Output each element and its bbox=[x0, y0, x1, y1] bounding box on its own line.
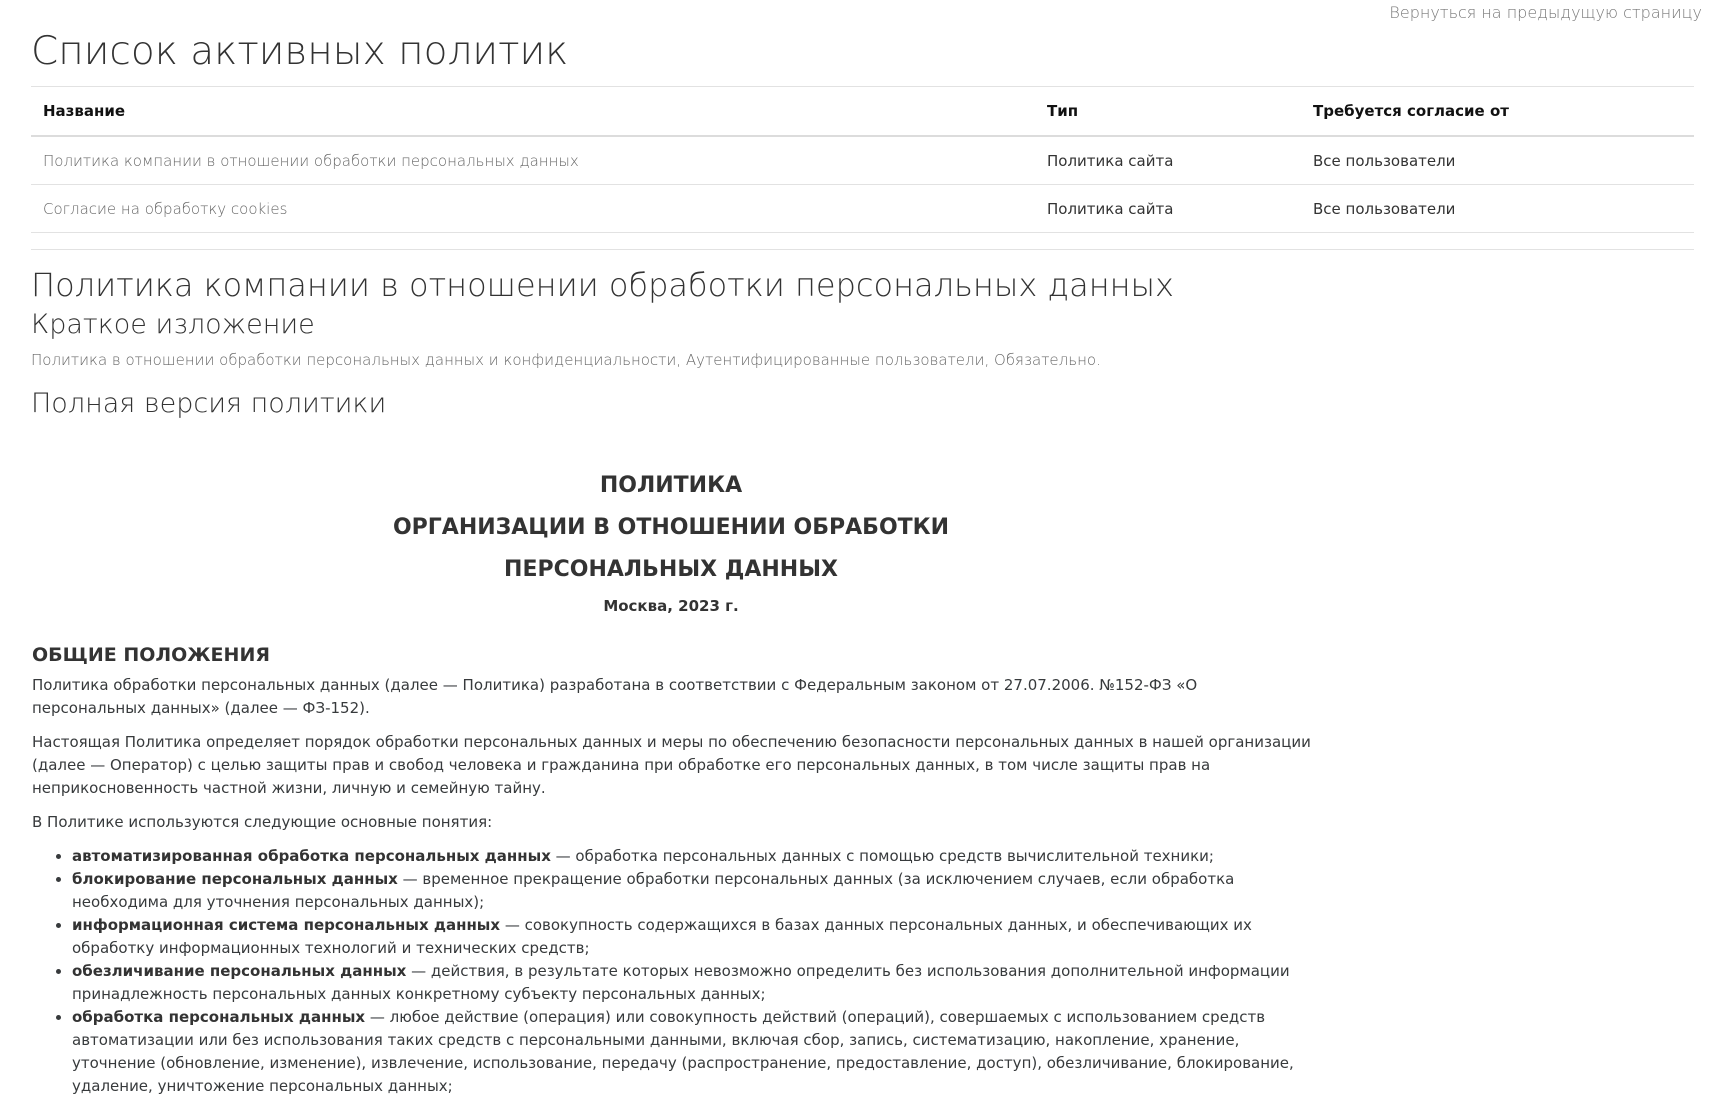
column-header-type: Тип bbox=[1035, 87, 1301, 137]
doc-heading-2: ОРГАНИЗАЦИИ В ОТНОШЕНИИ ОБРАБОТКИ bbox=[392, 515, 950, 540]
full-version-heading: Полная версия политики bbox=[31, 388, 387, 419]
terms-list bbox=[31, 845, 1311, 1098]
term: автоматизированная обработка персональных данных bbox=[72, 847, 551, 865]
policy-name-cell bbox=[31, 136, 1035, 185]
doc-paragraph: Политика обработки персональных данных (далее — Политика) разработана в соответствии с Федеральным законом от 27.07.2006. №152-ФЗ «О персональных данных» (далее — ФЗ-152). bbox=[32, 676, 1198, 717]
policy-title: Политика компании в отношении обработки персональных данных bbox=[31, 266, 1174, 304]
section-divider bbox=[31, 249, 1694, 250]
table-row bbox=[31, 185, 1694, 233]
column-header-consent: Требуется согласие от bbox=[1301, 87, 1694, 137]
policy-type-cell: Политика сайта bbox=[1035, 185, 1301, 233]
doc-paragraph: В Политике используются следующие основные понятия: bbox=[32, 813, 493, 831]
policies-list-title: Список активных политик bbox=[31, 29, 569, 74]
policy-document bbox=[31, 465, 1311, 1098]
policy-consent-cell: Все пользователи bbox=[1301, 136, 1694, 185]
summary-heading: Краткое изложение bbox=[31, 309, 315, 340]
doc-heading-3: ПЕРСОНАЛЬНЫХ ДАННЫХ bbox=[504, 557, 838, 582]
policies-table bbox=[31, 86, 1694, 233]
policy-link[interactable]: Согласие на обработку cookies bbox=[43, 199, 288, 218]
doc-section-heading: ОБЩИЕ ПОЛОЖЕНИЯ bbox=[32, 644, 270, 666]
term: информационная система персональных данных bbox=[72, 916, 501, 934]
policy-name-cell bbox=[31, 185, 1035, 233]
term-definition: — действия, в результате которых невозможно определить без использования дополнительной информации принадлежность персональных данных конкретному субъекту персональных данных; bbox=[72, 962, 1290, 1003]
term-definition: — совокупность содержащихся в базах данных персональных данных, и обеспечивающих их обработку информационных технологий и технических средств; bbox=[72, 916, 1252, 957]
term: обезличивание персональных данных bbox=[72, 962, 407, 980]
list-item bbox=[72, 1006, 1311, 1098]
list-item bbox=[72, 960, 1311, 1006]
doc-heading-1: ПОЛИТИКА bbox=[599, 473, 743, 498]
table-row bbox=[31, 136, 1694, 185]
list-item bbox=[72, 868, 1311, 914]
term-definition: — временное прекращение обработки персональных данных (за исключением случаев, если обработка необходима для уточнения персональных данных); bbox=[72, 870, 1235, 911]
summary-text: Политика в отношении обработки персональных данных и конфиденциальности, Аутентифицированные пользователи, Обязательно. bbox=[31, 351, 1101, 369]
list-item bbox=[72, 845, 1311, 868]
policy-consent-cell: Все пользователи bbox=[1301, 185, 1694, 233]
term-definition: — любое действие (операция) или совокупность действий (операций), совершаемых с использованием средств автоматизации или без использования таких средств с персональными данными, включая сбор, запись, систематизацию, накопление, хранение, уточнение (обновление, изменение), извлечение, использование, передачу (распространение, предоставление, доступ), обезличивание, блокирование, удаление, уничтожение персональных данных; bbox=[72, 1008, 1294, 1095]
doc-city-date: Москва, 2023 г. bbox=[603, 597, 739, 615]
term: блокирование персональных данных bbox=[72, 870, 398, 888]
term-definition: — обработка персональных данных с помощью средств вычислительной техники; bbox=[550, 847, 1214, 865]
back-link[interactable]: Вернуться на предыдущую страницу bbox=[1389, 3, 1702, 22]
list-item bbox=[72, 914, 1311, 960]
table-header-row bbox=[31, 87, 1694, 137]
doc-paragraph: Настоящая Политика определяет порядок обработки персональных данных и меры по обеспечению безопасности персональных данных в нашей организации (далее — Оператор) с целью защиты прав и свобод человека и гражданина при обработке его персональных данных, в том числе защиты прав на неприкосновенность частной жизни, личную и семейную тайну. bbox=[32, 733, 1311, 797]
policy-link[interactable]: Политика компании в отношении обработки персональных данных bbox=[43, 151, 579, 170]
column-header-name: Название bbox=[31, 87, 1035, 137]
term: обработка персональных данных bbox=[72, 1008, 366, 1026]
policy-type-cell: Политика сайта bbox=[1035, 136, 1301, 185]
